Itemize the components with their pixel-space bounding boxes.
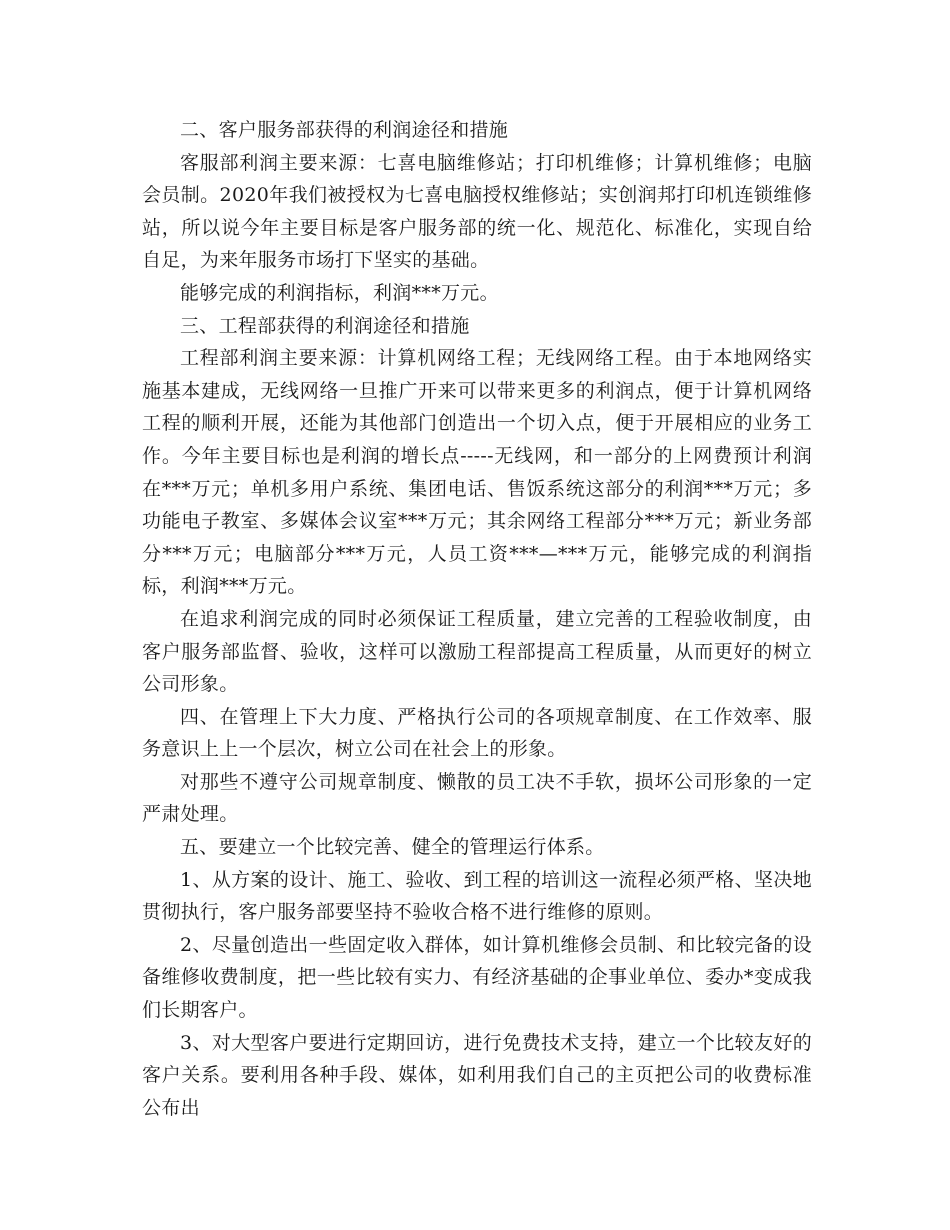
paragraph-customer-service-sources: 客服部利润主要来源：七喜电脑维修站；打印机维修；计算机维修；电脑会员制。2020年我们被授权为七喜电脑授权维修站；实创润邦打印机连锁维修站，所以说今年主要目标是客户服务部的统一化、规范化、标准化，实现自给自足，为来年服务市场打下坚实的基础。 — [142, 151, 812, 272]
paragraph-engineering-quality: 在追求利润完成的同时必须保证工程质量，建立完善的工程验收制度，由客户服务部监督、验收，这样可以激励工程部提高工程质量，从而更好的树立公司形象。 — [142, 607, 812, 696]
section-heading-operating-system: 五、要建立一个比较完善、健全的管理运行体系。 — [180, 836, 605, 859]
list-item-2: 2、尽量创造出一些固定收入群体，如计算机维修会员制、和比较完备的设备维修收费制度，把一些比较有实力、有经济基础的企事业单位、委办*变成我们长期客户。 — [142, 933, 812, 1022]
paragraph-customer-service-profit-target: 能够完成的利润指标，利润***万元。 — [180, 281, 499, 304]
list-item-1: 1、从方案的设计、施工、验收、到工程的培训这一流程必须严格、坚决地贯彻执行，客户服务部要坚持不验收合格不进行维修的原则。 — [142, 868, 812, 924]
paragraph-engineering-sources: 工程部利润主要来源：计算机网络工程；无线网络工程。由于本地网络实施基本建成，无线网络一旦推广开来可以带来更多的利润点，便于计算机网络工程的顺利开展，还能为其他部门创造出一个切入点，便于开展相应的业务工作。今年主要目标也是利润的增长点-----无线网，和一部分的上网费预计利润在***万元；单机多用户系统、集团电话、售饭系统这部分的利润***万元；多功能电子教室、多媒体会议室***万元；其余网络工程部分***万元；新业务部分***万元；电脑部分***万元，人员工资***—***万元，能够完成的利润指标，利润***万元。 — [142, 347, 812, 598]
list-item-3: 3、对大型客户要进行定期回访，进行免费技术支持，建立一个比较友好的客户关系。要利用各种手段、媒体，如利用我们自己的主页把公司的收费标准公布出 — [142, 1031, 812, 1119]
section-heading-management: 四、在管理上下大力度、严格执行公司的各项规章制度、在工作效率、服务意识上上一个层次，树立公司在社会上的形象。 — [142, 705, 812, 761]
section-heading-engineering: 三、工程部获得的利润途径和措施 — [180, 314, 470, 337]
document-body — [142, 114, 812, 1124]
paragraph-discipline: 对那些不遵守公司规章制度、懒散的员工决不手软，损坏公司形象的一定严肃处理。 — [142, 770, 812, 826]
section-heading-customer-service: 二、客户服务部获得的利润途径和措施 — [180, 119, 509, 141]
